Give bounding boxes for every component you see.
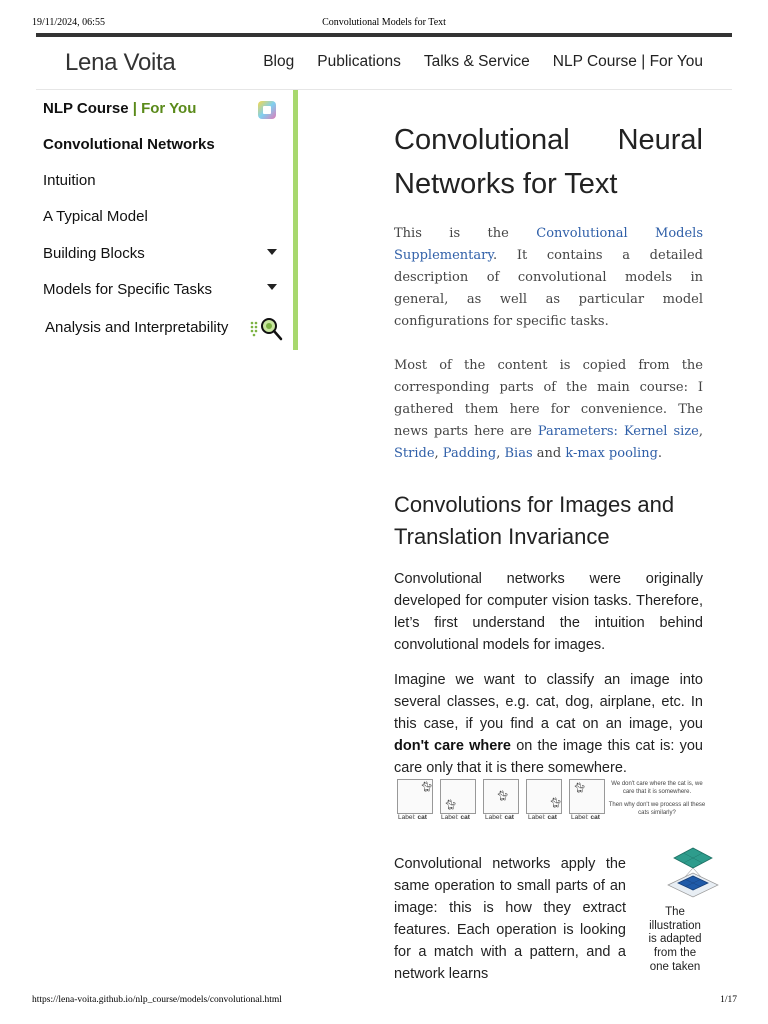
print-title: Convolutional Models for Text — [322, 17, 446, 28]
sidebar-header-accent: | For You — [128, 100, 197, 117]
intro-paragraph-2 — [394, 355, 703, 465]
magnifier-icon — [249, 317, 285, 343]
padding-link[interactable]: Padding — [442, 446, 497, 461]
brand-logo-text[interactable]: Lena Voita — [65, 49, 176, 76]
site-navbar — [36, 37, 732, 90]
paragraph-1: Convolutional networks were originally developed for computer vision tasks. Therefore, let’s first understand the intuition behind convolutional models for images. — [394, 571, 703, 653]
cat-icon: 🐈︎ — [573, 783, 586, 794]
cat-icon: 🐈︎ — [549, 798, 562, 809]
convolution-illustration — [664, 845, 722, 905]
illustration-caption: The illustration is adapted from the one taken — [648, 906, 702, 973]
label-word: cat — [504, 814, 514, 821]
section-heading: Convolutions for Images and Translation Invariance — [394, 492, 675, 549]
nav-link-talks[interactable]: Talks & Service — [423, 53, 530, 70]
page-title — [394, 118, 703, 206]
nav-links — [263, 53, 703, 71]
label-prefix: Label: — [441, 814, 461, 821]
cat-label — [485, 814, 514, 821]
separator: , — [496, 446, 505, 461]
cat-icon: 🐈︎ — [444, 800, 457, 811]
kernel-size-link[interactable]: Parameters: Kernel size — [537, 424, 699, 439]
sidebar-header-main: NLP Course — [43, 100, 129, 117]
cat-image — [526, 779, 562, 814]
figure-note-2: Then why don't we process all these cats similarly? — [608, 802, 706, 816]
page-title-line1: Convolutional Neural — [394, 124, 703, 156]
label-word: cat — [547, 814, 557, 821]
stride-link[interactable]: Stride — [394, 446, 435, 461]
sidebar — [36, 90, 298, 350]
main-content — [394, 118, 703, 779]
cat-label — [571, 814, 600, 821]
label-prefix: Label: — [485, 814, 505, 821]
print-footer — [0, 994, 768, 1024]
intro2-text: Most of the content is copied from the corresponding parts of the main course: I gathered them here for convenience. The news parts here are — [394, 358, 703, 439]
figure-note — [607, 780, 707, 817]
cat-label — [441, 814, 470, 821]
cat-image — [569, 779, 605, 814]
supplementary-link[interactable]: Convolutional Models Supplementary — [394, 226, 704, 263]
label-prefix: Label: — [571, 814, 591, 821]
page-title-line2: Networks for Text — [394, 168, 618, 200]
label-prefix: Label: — [528, 814, 548, 821]
paragraph-text: on the image this cat is: you care only that it is there somewhere. — [394, 738, 703, 776]
cat-image — [440, 779, 476, 814]
nav-link-nlp-course[interactable]: NLP Course | For You — [552, 53, 703, 70]
paragraph-text: Imagine we want to classify an image into several classes, e.g. cat, dog, airplane, etc. In this case, if you find a cat on an image, you — [394, 672, 703, 732]
cat-figure — [394, 777, 706, 823]
emphasis-text: don't care where — [394, 738, 511, 754]
label-word: cat — [590, 814, 600, 821]
nav-link-publications[interactable]: Publications — [317, 53, 401, 70]
sidebar-accent-rail — [293, 90, 298, 350]
intro-paragraph — [394, 223, 703, 333]
cat-label — [528, 814, 557, 821]
print-date: 19/11/2024, 06:55 — [32, 17, 105, 28]
k-max-pooling-link[interactable]: k-max pooling — [565, 446, 658, 461]
sidebar-item-typical-model[interactable]: A Typical Model — [43, 208, 148, 225]
paragraph-2 — [394, 669, 703, 779]
sidebar-item-building-blocks[interactable]: Building Blocks — [43, 245, 145, 262]
figure-note-1: We don't care where the cat is, we care that it is somewhere. — [611, 781, 703, 795]
paragraph-3: Convolutional networks apply the same operation to small parts of an image: this is how they extract features. Each operation is looking for a match with a pattern, and a network learns — [394, 856, 626, 982]
print-header — [0, 0, 768, 30]
nav-link-blog[interactable]: Blog — [263, 53, 295, 70]
separator: , — [434, 446, 443, 461]
sidebar-item-convolutional-networks[interactable]: Convolutional Networks — [43, 136, 215, 153]
sidebar-header[interactable] — [43, 100, 196, 117]
separator: , — [698, 424, 703, 439]
cat-icon: 🐈︎ — [420, 782, 433, 793]
label-prefix: Label: — [398, 814, 418, 821]
chevron-down-icon[interactable] — [267, 249, 277, 255]
sidebar-item-analysis[interactable]: Analysis and Interpretability — [45, 319, 229, 336]
intro2-text: and — [532, 446, 566, 461]
cat-label — [398, 814, 427, 821]
intro2-text: . — [657, 446, 663, 461]
bias-link[interactable]: Bias — [504, 446, 533, 461]
cat-icon: 🐈︎ — [496, 791, 509, 802]
sidebar-item-intuition[interactable]: Intuition — [43, 172, 96, 189]
intro-text: This is the — [394, 226, 537, 241]
chevron-down-icon[interactable] — [267, 284, 277, 290]
cat-image — [397, 779, 433, 814]
print-url: https://lena-voita.github.io/nlp_course/models/convolutional.html — [32, 995, 282, 1005]
course-logo-icon — [258, 101, 276, 119]
label-word: cat — [460, 814, 470, 821]
sidebar-item-specific-tasks[interactable]: Models for Specific Tasks — [43, 281, 212, 298]
intro-text: . It contains a detailed description of convolutional models in general, as well as particular model configurations for specific tasks. — [394, 248, 703, 329]
label-word: cat — [417, 814, 427, 821]
cat-image — [483, 779, 519, 814]
print-page-number: 1/17 — [720, 995, 737, 1005]
